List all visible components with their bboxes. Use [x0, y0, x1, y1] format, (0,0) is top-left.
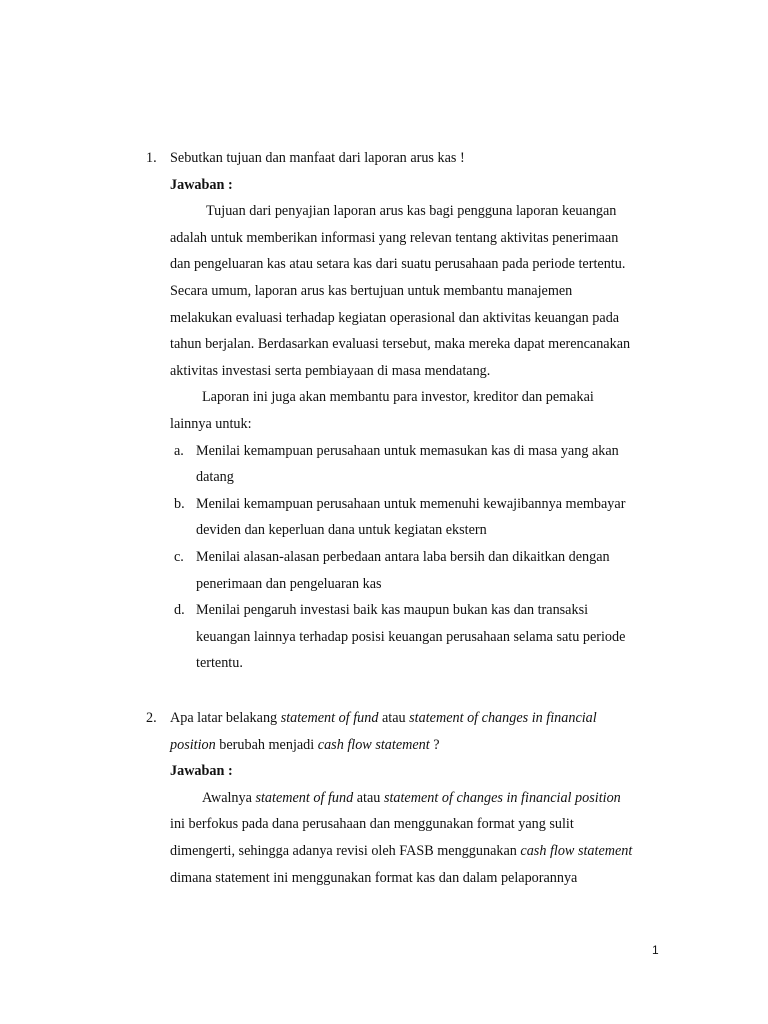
paragraph-line: Secara umum, laporan arus kas bertujuan untuk membantu manajemen [170, 282, 573, 299]
paragraph-line: melakukan evaluasi terhadap kegiatan operasional dan aktivitas keuangan pada [170, 309, 620, 326]
list-item-line: Menilai kemampuan perusahaan untuk memenuhi kewajibannya membayar [196, 495, 626, 512]
list [146, 438, 662, 677]
paragraph-line: Laporan ini juga akan membantu para investor, kreditor dan pemakai [202, 389, 594, 406]
list-item-line: datang [196, 469, 234, 486]
question-text: Sebutkan tujuan dan manfaat dari laporan arus kas ! [170, 150, 465, 166]
list-item-line: penerimaan dan pengeluaran kas [196, 575, 382, 592]
list-item-line: Menilai pengaruh investasi baik kas maupun bukan kas dan transaksi [196, 602, 589, 619]
paragraph-line: adalah untuk memberikan informasi yang relevan tentang aktivitas penerimaan [170, 229, 619, 246]
answer-label: Jawaban : [170, 176, 233, 193]
paragraph-line: Tujuan dari penyajian laporan arus kas bagi pengguna laporan keuangan [206, 203, 617, 220]
question-number: 2. [146, 710, 157, 726]
page-number: 1 [652, 943, 659, 957]
list-item-letter: c. [174, 548, 184, 565]
list-item-letter: a. [174, 442, 184, 459]
answer-paragraph [146, 785, 662, 891]
question-text-line-2: position berubah menjadi cash flow statement ? [170, 736, 440, 753]
list-item-line: Menilai kemampuan perusahaan untuk memasukan kas di masa yang akan [196, 442, 619, 459]
paragraph-line: lainnya untuk: [170, 415, 252, 432]
list-item-line: keuangan lainnya terhadap posisi keuangan perusahaan selama satu periode [196, 628, 626, 645]
paragraph-line: dan pengeluaran kas atau setara kas dari suatu perusahaan pada periode tertentu. [170, 256, 626, 273]
list-item-line: tertentu. [196, 655, 243, 672]
list-item [170, 491, 662, 544]
answer-paragraph-2 [146, 384, 662, 437]
list-item-letter: b. [174, 495, 185, 512]
paragraph-line: tahun berjalan. Berdasarkan evaluasi tersebut, maka mereka dapat merencanakan [170, 336, 631, 353]
paragraph-line: ini berfokus pada dana perusahaan dan menggunakan format yang sulit [170, 816, 574, 833]
question-text-line-1: Apa latar belakang statement of fund atau statement of changes in financial [170, 710, 597, 726]
question-2 [146, 705, 662, 891]
paragraph-line: Awalnya statement of fund atau statement of changes in financial position [202, 789, 621, 806]
list-item-line: Menilai alasan-alasan perbedaan antara laba bersih dan dikaitkan dengan [196, 548, 610, 565]
question-1 [146, 145, 662, 677]
paragraph-line: aktivitas investasi serta pembiayaan di masa mendatang. [170, 362, 491, 379]
paragraph-line: dimengerti, sehingga adanya revisi oleh FASB menggunakan cash flow statement [170, 842, 633, 859]
question-number: 1. [146, 150, 157, 166]
paragraph-line: dimana statement ini menggunakan format kas dan dalam pelaporannya [170, 869, 578, 886]
list-item [170, 597, 662, 677]
list-item [170, 438, 662, 491]
list-item-letter: d. [174, 602, 185, 619]
list-item-line: deviden dan keperluan dana untuk kegiatan ekstern [196, 522, 487, 539]
answer-label: Jawaban : [170, 763, 233, 780]
answer-paragraph-1 [146, 198, 662, 384]
list-item [170, 544, 662, 597]
